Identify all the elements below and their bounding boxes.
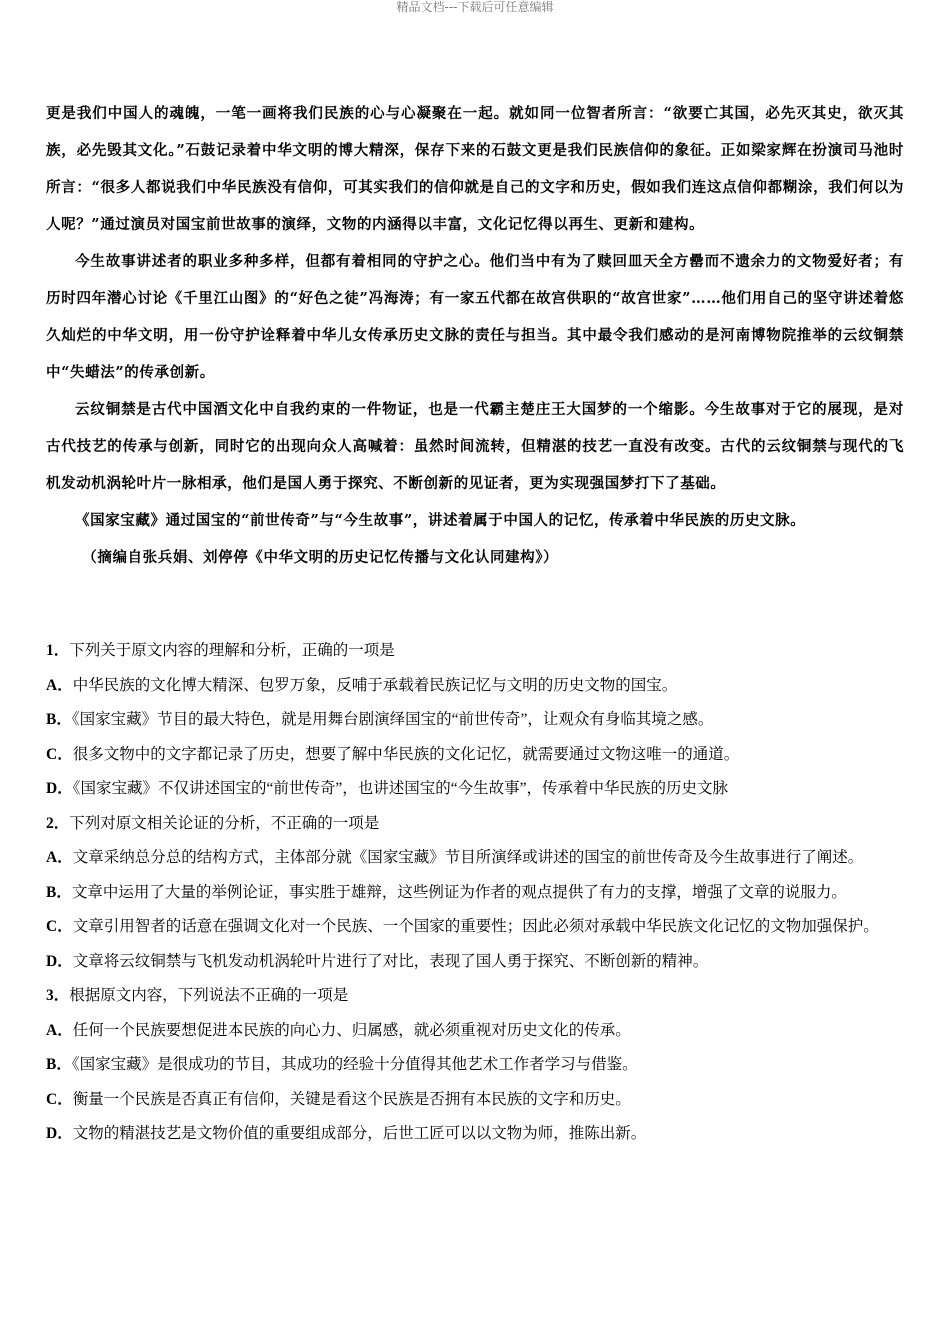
passage-source: （摘编自张兵娟、刘停停《中华文明的历史记忆传播与文化认同建构》）	[82, 549, 559, 566]
option-letter: D．	[46, 780, 73, 797]
option-letter: D．	[46, 1125, 73, 1142]
answer-option	[46, 1014, 906, 1049]
option-letter: A．	[46, 849, 73, 866]
option-letter: B．	[46, 1056, 72, 1073]
answer-option	[46, 1083, 906, 1118]
question-text: 下列关于原文内容的理解和分析，正确的一项是	[69, 642, 395, 659]
answer-option	[46, 910, 906, 945]
option-letter: D．	[46, 952, 73, 970]
passage-paragraph: 更是我们中国人的魂魄，一笔一画将我们民族的心与心凝聚在一起。就如同一位智者所言：“欲要亡其国，必先灭其史，欲灭其族，必先毁其文化。”石鼓记录着中华文明的博大精深，保存下来的石鼓文更是我们民族信仰的象征。正如梁家辉在扮演司马池时所言：“很多人都说我们中华民族没有信仰，可其实我们的信仰就是自己的文字和历史，假如我们连这点信仰都糊涂，我们何以为人呢？”通过演员对国宝前世故事的演绎，文物的内涵得以丰富，文化记忆得以再生、更新和建构。	[46, 105, 904, 233]
question-number: 2．	[46, 814, 70, 832]
reading-passage	[46, 95, 904, 576]
option-letter: C．	[46, 918, 73, 935]
question-text: 根据原文内容，下列说法不正确的一项是	[69, 987, 349, 1004]
option-text: 文章采纳总分总的结构方式，主体部分就《国家宝藏》节目所演绎或讲述的国宝的前世传奇及今生故事进行了阐述。	[72, 849, 864, 866]
answer-option	[46, 669, 906, 704]
passage-paragraph: 今生故事讲述者的职业多种多样，但都有着相同的守护之心。他们当中有为了赎回皿天全方罍而不遗余力的文物爱好者；有历时四年潜心讨论《千里江山图》的“好色之徒”冯海涛；有一家五代都在故宫供职的“故宫世家”……他们用自己的坚守讲述着悠久灿烂的中华文明，用一份守护诠释着中华儿女传承历史文脉的责任与担当。其中最令我们感动的是河南博物院推举的云纹铜禁中“失蜡法”的传承创新。	[46, 253, 904, 381]
answer-option	[46, 1117, 906, 1152]
option-text: 中华民族的文化博大精深、包罗万象，反哺于承载着民族记忆与文明的历史文物的国宝。	[72, 676, 678, 694]
option-text: 《国家宝藏》节目的最大特色，就是用舞台剧演绎国宝的“前世传奇”，让观众有身临其境之感。	[71, 711, 714, 728]
question-number: 1．	[46, 642, 70, 659]
answer-option	[46, 772, 906, 807]
option-letter: C．	[46, 745, 73, 763]
answer-option	[46, 945, 906, 980]
page-watermark: 精品文档---下载后可任意编辑	[396, 0, 554, 14]
question-number: 3．	[46, 987, 70, 1004]
question-text: 下列对原文相关论证的分析，不正确的一项是	[69, 814, 380, 832]
option-text: 《国家宝藏》是很成功的节目，其成功的经验十分值得其他艺术工作者学习与借鉴。	[71, 1056, 638, 1073]
question-list	[46, 634, 906, 1152]
option-text: 衡量一个民族是否真正有信仰，关键是看这个民族是否拥有本民族的文字和历史。	[72, 1090, 631, 1108]
option-text: 文章将云纹铜禁与飞机发动机涡轮叶片进行了对比，表现了国人勇于探究、不断创新的精神。	[72, 952, 709, 970]
option-text: 《国家宝藏》不仅讲述国宝的“前世传奇”，也讲述国宝的“今生故事”，传承着中华民族的历史文脉	[72, 780, 728, 797]
option-text: 任何一个民族要想促进本民族的向心力、归属感，就必须重视对历史文化的传承。	[72, 1021, 631, 1039]
passage-paragraph: 云纹铜禁是古代中国酒文化中自我约束的一件物证，也是一代霸主楚庄王大国梦的一个缩影。今生故事对于它的展现，是对古代技艺的传承与创新，同时它的出现向众人高喊着：虽然时间流转，但精湛的技艺一直没有改变。古代的云纹铜禁与现代的飞机发动机涡轮叶片一脉相承，他们是国人勇于探究、不断创新的见证者，更为实现强国梦打下了基础。	[46, 401, 904, 492]
answer-option	[46, 841, 906, 876]
option-letter: C．	[46, 1090, 73, 1108]
answer-option	[46, 703, 906, 738]
question-stem	[46, 634, 906, 669]
option-text: 很多文物中的文字都记录了历史，想要了解中华民族的文化记忆，就需要通过文物这唯一的通道。	[72, 745, 740, 763]
option-letter: B．	[46, 883, 72, 901]
question-stem	[46, 807, 906, 842]
answer-option	[46, 1048, 906, 1083]
option-text: 文章引用智者的话意在强调文化对一个民族、一个国家的重要性；因此必须对承载中华民族文化记忆的文物加强保护。	[72, 918, 879, 935]
question-stem	[46, 979, 906, 1014]
option-letter: A．	[46, 676, 73, 694]
passage-paragraph: 《国家宝藏》通过国宝的“前世传奇”与“今生故事”，讲述着属于中国人的记忆，传承着中华民族的历史文脉。	[75, 512, 806, 529]
option-letter: A．	[46, 1021, 73, 1039]
answer-option	[46, 738, 906, 773]
option-text: 文章中运用了大量的举例论证，事实胜于雄辩，这些例证为作者的观点提供了有力的支撑，增强了文章的说服力。	[71, 883, 847, 901]
option-text: 文物的精湛技艺是文物价值的重要组成部分，后世工匠可以以文物为师，推陈出新。	[72, 1125, 647, 1142]
option-letter: B．	[46, 711, 72, 728]
answer-option	[46, 876, 906, 911]
